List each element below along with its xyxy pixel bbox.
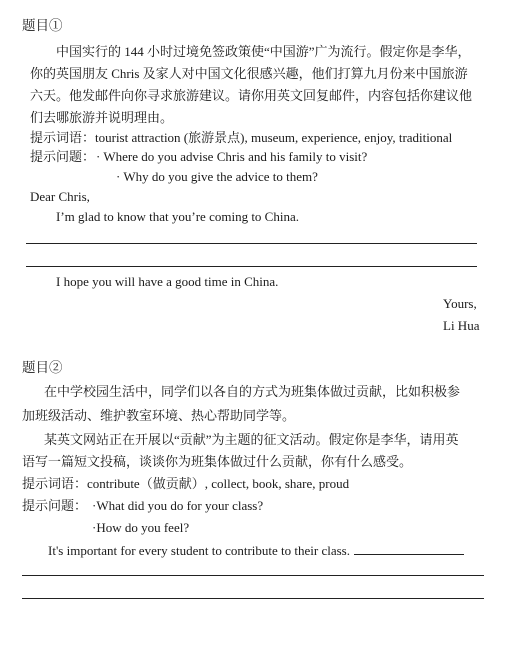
task2-title: 题目② [22,360,63,375]
task2-hint-words: 提示词语：contribute（做贡献）, collect, book, share, proud [22,476,350,491]
task1-signoff: Yours, [443,296,477,311]
task1-paragraph-line-2: 你的英国朋友 Chris 及家人对中国文化很感兴趣，他们打算九月份来中国旅游 [30,66,468,81]
task2-hint-question-1: ·What did you do for your class? [92,498,264,513]
task2-opening-text: It's important for every student to contribute to their class. [48,543,350,558]
task1-paragraph-line-1: 中国实行的 144 小时过境免签政策使“中国游”广为流行。假定你是李华， [56,44,471,59]
task1-paragraph-line-4: 们去哪旅游并说明理由。 [30,110,174,125]
task2-paragraph-line-1: 在中学校园生活中，同学们以各自的方式为班集体做过贡献，比如积极参 [44,384,461,399]
task1-paragraph-line-3: 六天。他发邮件向你寻求旅游建议。请你用英文回复邮件，内容包括你建议他 [30,88,473,103]
task2-paragraph-line-4: 语写一篇短文投稿，谈谈你为班集体做过什么贡献，你有什么感受。 [22,454,413,469]
task1-hint-words: 提示词语：tourist attraction (旅游景点), museum, experience, enjoy, traditional [30,130,453,145]
task1-opening-sentence: I’m glad to know that you’re coming to China. [56,209,299,224]
task2-answer-line-1 [22,575,484,576]
task1-answer-line-1 [26,243,477,244]
task1-hint-question-label: 提示问题： [30,149,96,164]
task2-hint-question-2: ·How do you feel? [92,520,190,535]
task1-signature: Li Hua [443,318,480,333]
task2-opening-sentence [48,542,464,559]
task2-answer-blank [354,542,464,555]
task2-answer-line-2 [22,598,484,599]
task1-answer-line-2 [26,266,477,267]
task1-closing-sentence: I hope you will have a good time in China. [56,274,279,289]
task2-paragraph-line-2: 加班级活动、维护教室环境、热心帮助同学等。 [22,408,296,423]
task1-title: 题目① [22,18,63,33]
task1-salutation: Dear Chris, [30,189,90,204]
task1-hint-question-2: · Why do you give the advice to them? [116,169,318,184]
task2-hint-question-label: 提示问题： [22,498,88,513]
task1-hint-question-1: · Where do you advise Chris and his family to visit? [96,149,368,164]
task2-paragraph-line-3: 某英文网站正在开展以“贡献”为主题的征文活动。假定你是李华，请用英 [44,432,459,447]
